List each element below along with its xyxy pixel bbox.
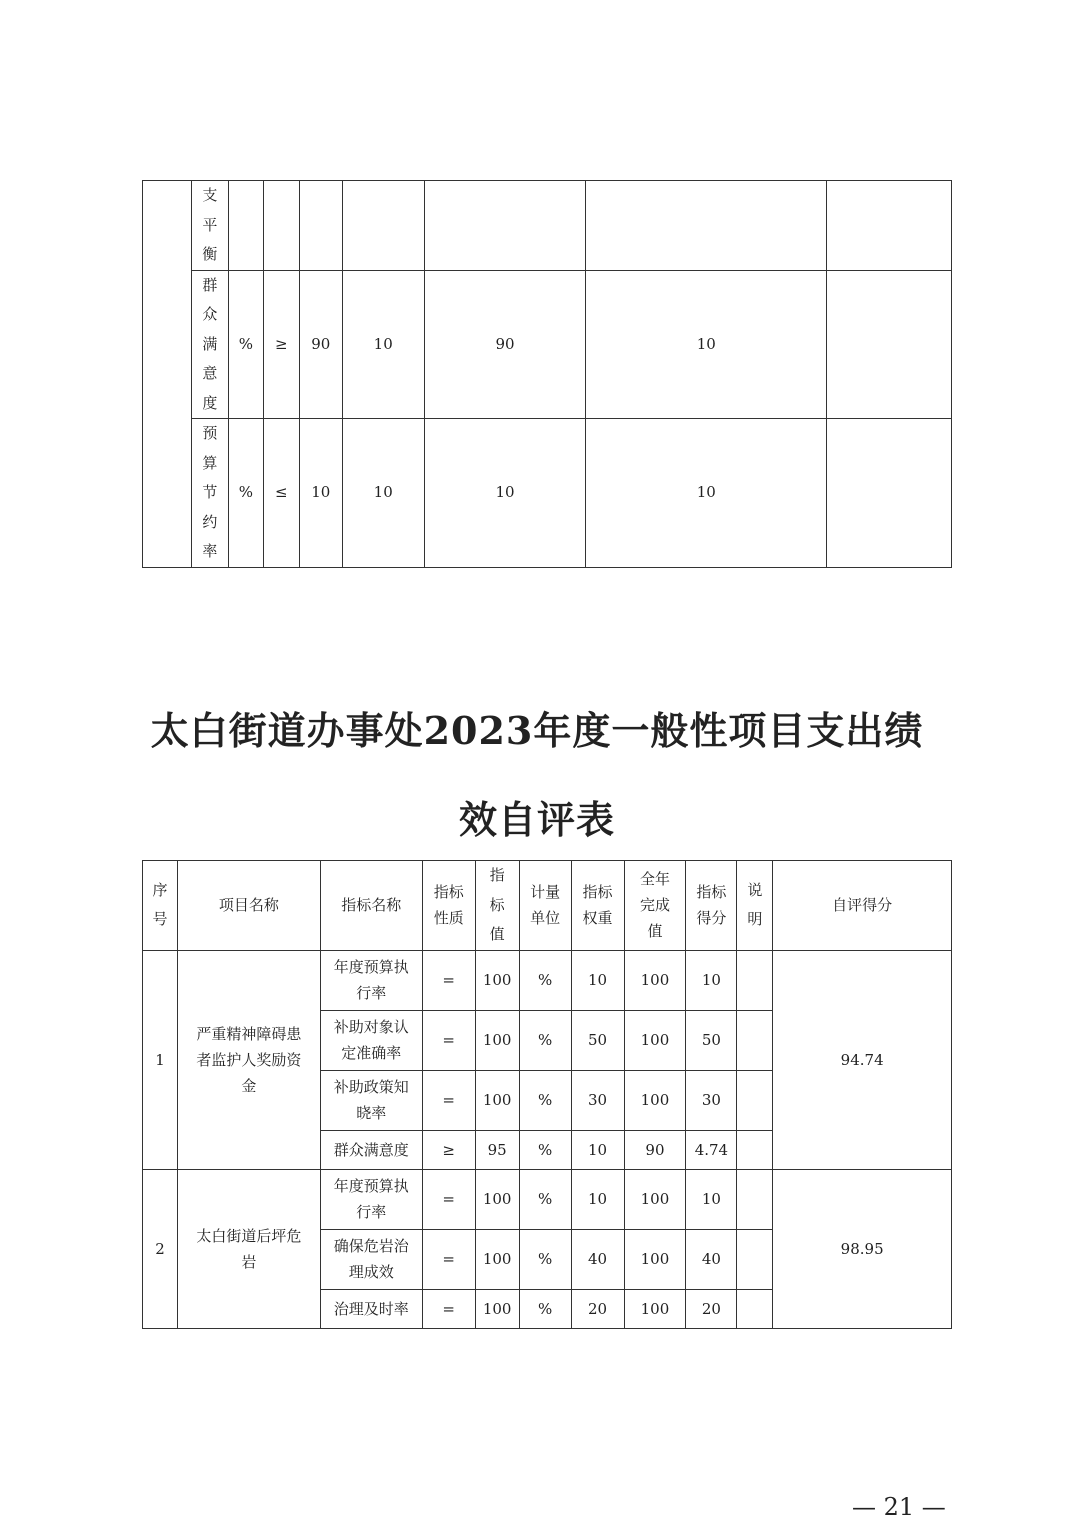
header-value: 指标值	[475, 861, 519, 951]
unit-cell	[228, 181, 263, 271]
table-row	[143, 270, 952, 419]
indicator-name-cell: 补助对象认定准确率	[320, 1010, 422, 1070]
actual-cell: 90	[424, 270, 586, 419]
evaluation-table	[142, 860, 952, 1329]
indicator-name-cell: 治理及时率	[320, 1289, 422, 1328]
score-cell: 10	[586, 419, 827, 568]
note-cell	[737, 1010, 773, 1070]
note-cell	[737, 1130, 773, 1169]
score-cell: 10	[686, 950, 737, 1010]
score-cell: 10	[586, 270, 827, 419]
unit-cell: %	[519, 1289, 571, 1328]
score-cell: 10	[686, 1169, 737, 1229]
project-name-cell: 太白街道后坪危岩	[177, 1169, 320, 1328]
score-cell: 20	[686, 1289, 737, 1328]
weight-cell	[342, 181, 424, 271]
completed-cell: 100	[624, 950, 686, 1010]
page-number: — 21 —	[852, 1493, 946, 1521]
header-unit: 计量单位	[519, 861, 571, 951]
indicator-name-cell: 年度预算执行率	[320, 950, 422, 1010]
table-row	[143, 950, 952, 1010]
indicator-name-cell: 群众满意度	[320, 1130, 422, 1169]
unit-cell: %	[519, 1070, 571, 1130]
seq-cell: 1	[143, 950, 178, 1169]
nature-cell: =	[422, 950, 475, 1010]
value-cell: 100	[475, 1070, 519, 1130]
note-cell	[737, 1229, 773, 1289]
completed-cell: 100	[624, 1289, 686, 1328]
value-cell: 100	[475, 1010, 519, 1070]
note-cell	[737, 1169, 773, 1229]
page-title-continued: 效自评表	[458, 797, 615, 842]
value-cell: 100	[475, 1229, 519, 1289]
header-nature: 指标性质	[422, 861, 475, 951]
operator-cell: ≤	[263, 419, 299, 568]
operator-cell: ≥	[263, 270, 299, 419]
indicator-name-cell: 年度预算执行率	[320, 1169, 422, 1229]
note-cell	[737, 950, 773, 1010]
score-cell: 40	[686, 1229, 737, 1289]
unit-cell: %	[228, 270, 263, 419]
completed-cell: 90	[624, 1130, 686, 1169]
target-cell	[299, 181, 342, 271]
weight-cell: 20	[571, 1289, 624, 1328]
note-cell	[827, 419, 952, 568]
unit-cell: %	[228, 419, 263, 568]
value-cell: 100	[475, 950, 519, 1010]
completed-cell: 100	[624, 1070, 686, 1130]
target-cell: 10	[299, 419, 342, 568]
completed-cell: 100	[624, 1229, 686, 1289]
indicator-name-cell: 确保危岩治理成效	[320, 1229, 422, 1289]
weight-cell: 50	[571, 1010, 624, 1070]
completed-cell: 100	[624, 1169, 686, 1229]
header-seq: 序号	[143, 861, 178, 951]
project-name-cell: 严重精神障碍患者监护人奖励资金	[177, 950, 320, 1169]
weight-cell: 10	[571, 1130, 624, 1169]
header-project: 项目名称	[177, 861, 320, 951]
continuation-table	[142, 180, 952, 568]
score-cell	[586, 181, 827, 271]
value-cell: 100	[475, 1169, 519, 1229]
unit-cell: %	[519, 1010, 571, 1070]
value-cell: 95	[475, 1130, 519, 1169]
weight-cell: 10	[342, 270, 424, 419]
unit-cell: %	[519, 950, 571, 1010]
nature-cell: =	[422, 1229, 475, 1289]
header-row	[143, 861, 952, 951]
score-cell: 4.74	[686, 1130, 737, 1169]
note-cell	[737, 1289, 773, 1328]
header-weight: 指标权重	[571, 861, 624, 951]
nature-cell: =	[422, 1289, 475, 1328]
seq-cell: 2	[143, 1169, 178, 1328]
unit-cell: %	[519, 1130, 571, 1169]
weight-cell: 10	[342, 419, 424, 568]
header-completed: 全年完成值	[624, 861, 686, 951]
table-row	[143, 419, 952, 568]
weight-cell: 30	[571, 1070, 624, 1130]
target-cell: 90	[299, 270, 342, 419]
table-row	[143, 181, 952, 271]
header-self-score: 自评得分	[773, 861, 952, 951]
note-cell	[827, 181, 952, 271]
note-cell	[737, 1070, 773, 1130]
nature-cell: =	[422, 1070, 475, 1130]
unit-cell: %	[519, 1229, 571, 1289]
nature-cell: =	[422, 1169, 475, 1229]
completed-cell: 100	[624, 1010, 686, 1070]
table-row	[143, 1169, 952, 1229]
header-score: 指标得分	[686, 861, 737, 951]
indicator-name-cell: 补助政策知晓率	[320, 1070, 422, 1130]
actual-cell: 10	[424, 419, 586, 568]
note-cell	[827, 270, 952, 419]
nature-cell: =	[422, 1010, 475, 1070]
self-score-cell: 98.95	[773, 1169, 952, 1328]
self-score-cell: 94.74	[773, 950, 952, 1169]
nature-cell: ≥	[422, 1130, 475, 1169]
score-cell: 50	[686, 1010, 737, 1070]
indicator-name-cell: 支平衡	[191, 181, 228, 271]
actual-cell	[424, 181, 586, 271]
value-cell: 100	[475, 1289, 519, 1328]
indicator-name-cell: 预算节约率	[191, 419, 228, 568]
header-indicator: 指标名称	[320, 861, 422, 951]
unit-cell: %	[519, 1169, 571, 1229]
page-title: 太白街道办事处2023年度一般性项目支出绩	[150, 708, 924, 753]
header-note: 说明	[737, 861, 773, 951]
weight-cell: 10	[571, 1169, 624, 1229]
indicator-name-cell: 群众满意度	[191, 270, 228, 419]
weight-cell: 10	[571, 950, 624, 1010]
weight-cell: 40	[571, 1229, 624, 1289]
category-cell	[143, 181, 192, 568]
operator-cell	[263, 181, 299, 271]
score-cell: 30	[686, 1070, 737, 1130]
